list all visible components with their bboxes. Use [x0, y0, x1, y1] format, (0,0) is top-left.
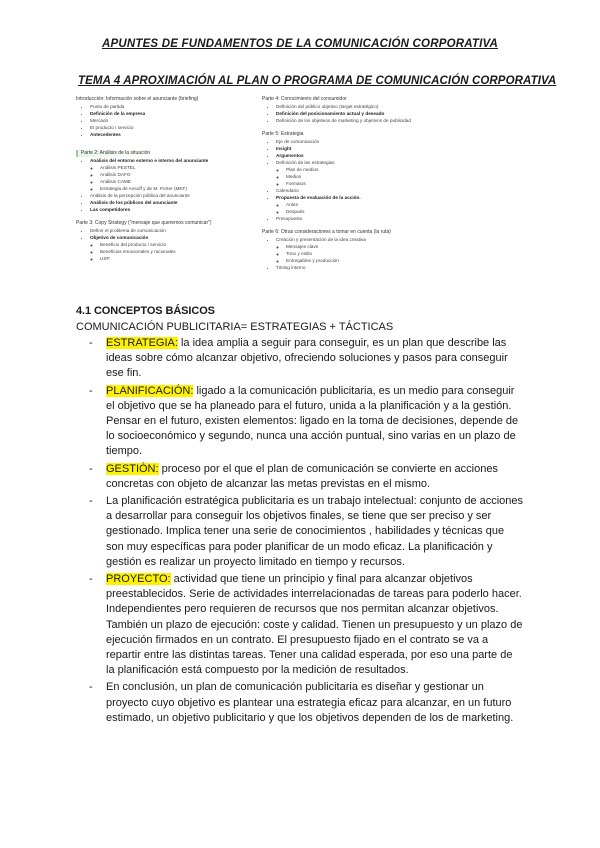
- outline-item-text: Objetivo de comunicación: [90, 235, 149, 240]
- outline-subitem: ◦ Estrategia de Ansoff y de M. Porter (MEF): [100, 185, 276, 192]
- concept-term-highlight: PROYECTO:: [106, 573, 171, 586]
- outline-item-text: Definición del público objetivo (target estratégico): [276, 104, 379, 109]
- outline-list: [76, 227, 276, 262]
- outline-item-text: Creación y presentación de la idea creativa: [276, 237, 366, 242]
- outline-item-text: Análisis de la percepción pública del anunciante: [90, 193, 190, 198]
- outline-list: [262, 103, 502, 124]
- outline-list: [262, 236, 502, 271]
- outline-gap: [262, 222, 502, 229]
- concept-text: ligado a la comunicación publicitaria, es un medio para conseguir el objetivo que se ha planeado para el futuro, unida a la planificación y a la gestión. Pensar en el futuro, existen elementos: ligado en la toma de decisiones, depende de lo socioeconómico y segundo, nunca una acción puntual, sino varias en un plazo de tiempo.: [106, 384, 519, 458]
- outline-item: [90, 192, 276, 199]
- outline-subitem: ◦ Tono y estilo: [286, 250, 502, 257]
- topic-title: TEMA 4 APROXIMACIÓN AL PLAN O PROGRAMA DE COMUNICACIÓN CORPORATIVA: [78, 75, 557, 87]
- concept-item: [76, 680, 524, 726]
- outline-item: [276, 159, 502, 187]
- outline-item-text: Eje de comunicación: [276, 139, 320, 144]
- outline-section-header-text: Introducción: Información sobre el anunciante (briefing): [76, 96, 199, 102]
- outline-item: [276, 194, 502, 215]
- outline-gap: [262, 124, 502, 131]
- outline-subitem: ◦ Medios: [286, 173, 502, 180]
- concept-item: [76, 494, 524, 570]
- outline-item: [90, 234, 276, 262]
- concept-term-highlight: GESTIÓN:: [106, 462, 159, 475]
- outline-item: [276, 215, 502, 222]
- concept-text: La planificación estratégica publicitaria es un trabajo intelectual: conjunto de acciones a desarrollar para conseguir los objetivos finales, se tiene que ser preciso y ser gestionado. Implica tener una serie de conocimientos , habilidades y técnicas que son muy específicas para poder planificar de un modo eficaz. La planificación y gestión es realizar un proyecto limitado en tiempo y recursos.: [106, 495, 524, 568]
- outline-item-text: Insight: [276, 146, 292, 151]
- outline-section-header: [76, 96, 276, 103]
- outline-sublist: [276, 243, 502, 264]
- outline-item-text: Definición del posicionamiento actual y deseado: [276, 111, 385, 116]
- outline-list: [76, 157, 276, 213]
- outline-subitem: ◦ Beneficios emocionales y racionales: [100, 248, 276, 255]
- outline-item-text: Mercado: [90, 118, 109, 123]
- concept-text: En conclusión, un plan de comunicación publicitaria es diseñar y gestionar un proyecto cuyo objetivo es plantear una estrategia eficaz para alcanzar, en un futuro estimado, un objetivo publicitario y que los objetivos dependen de los de marketing.: [106, 681, 514, 724]
- outline-subitem: ◦ Entregables y producción: [286, 257, 502, 264]
- outline-sublist: [276, 201, 502, 215]
- outline-subitem: ◦ Análisis DAFO: [100, 171, 276, 178]
- outline-item: [276, 110, 502, 117]
- outline-item: [90, 157, 276, 192]
- outline-sublist: [276, 166, 502, 187]
- outline-item-text: Punto de partida: [90, 104, 125, 109]
- outline-item: [90, 103, 276, 110]
- outline-item-text: Definición de los objetivos de marketing y objetivos de publicidad: [276, 118, 411, 123]
- outline-item: [276, 117, 502, 124]
- outline-item: [276, 187, 502, 194]
- concept-item: [76, 462, 524, 492]
- concepts-list: [76, 336, 524, 728]
- concept-text: proceso por el que el plan de comunicación se convierte en acciones concretas con objeto de alcanzar las metas previstas en el mismo.: [106, 462, 498, 490]
- outline-item-text: Análisis de los públicos del anunciante: [90, 200, 178, 205]
- outline-item-text: Argumentos: [276, 153, 304, 158]
- concept-text: la idea amplia a seguir para conseguir, es un plan que describe las ideas sobre cómo alcanzar objetivo, ofreciendo soluciones y pasos para conseguir ese fin.: [106, 337, 508, 380]
- outline-section-header: [262, 131, 502, 138]
- outline-subitem: ◦ Formatos: [286, 180, 502, 187]
- outline-item: [90, 110, 276, 117]
- outline-item: [90, 131, 276, 138]
- document-title: APUNTES DE FUNDAMENTOS DE LA COMUNICACIÓN CORPORATIVA: [101, 38, 499, 50]
- outline-item: [90, 124, 276, 131]
- outline-item: [276, 138, 502, 145]
- outline-item-text: Definición de las estrategias: [276, 160, 335, 165]
- outline-item: [276, 152, 502, 159]
- outline-subitem: ◦ Después: [286, 208, 502, 215]
- section-heading: 4.1 CONCEPTOS BÁSICOS: [76, 305, 215, 317]
- concept-item: [76, 384, 524, 460]
- outline-item: [90, 117, 276, 124]
- outline-section-header-text: Parte 6: Otras consideraciones a tomar en cuenta (la ruta): [262, 229, 391, 235]
- concept-term-highlight: PLANIFICACIÓN:: [106, 384, 194, 397]
- outline-section-header: [262, 96, 502, 103]
- outline-item: [276, 236, 502, 264]
- outline-subitem: ◦ Mensajes clave: [286, 243, 502, 250]
- outline-item: [276, 103, 502, 110]
- outline-item-text: Calendario: [276, 188, 299, 193]
- outline-item-text: Antecedentes: [90, 132, 121, 137]
- outline-left-column: [76, 96, 276, 262]
- outline-section-header-text: Parte 4: Conocimiento del consumidor: [262, 96, 347, 102]
- outline-item: [90, 206, 276, 213]
- outline-section-header-text: Parte 5: Estrategia: [262, 131, 304, 137]
- outline-item: [276, 145, 502, 152]
- outline-section-header: [76, 220, 276, 227]
- concept-term-highlight: ESTRATEGIA:: [106, 337, 178, 349]
- outline-list: [262, 138, 502, 222]
- outline-list: [76, 103, 276, 138]
- outline-item-text: Timing interno: [276, 265, 306, 270]
- outline-item: [90, 199, 276, 206]
- outline-sublist: [90, 164, 276, 192]
- outline-gap: [76, 213, 276, 220]
- outline-gap: [76, 138, 276, 150]
- outline-subitem: ◦ Antes: [286, 201, 502, 208]
- outline-sublist: [90, 241, 276, 262]
- outline-item: [276, 264, 502, 271]
- outline-item-text: Definición de la empresa: [90, 111, 146, 116]
- outline-subitem: ◦ Beneficio del producto / servicio: [100, 241, 276, 248]
- concept-item: [76, 572, 524, 678]
- outline-item-text: Análisis del entorno externo e interno del anunciante: [90, 158, 209, 163]
- outline-item-text: Definir el problema de comunicación: [90, 228, 166, 233]
- outline-right-column: [262, 96, 502, 271]
- formula-line: COMUNICACIÓN PUBLICITARIA= ESTRATEGIAS + TÁCTICAS: [76, 321, 394, 333]
- concept-text: actividad que tiene un principio y final para alcanzar objetivos preestablecidos. Serie de actividades interrelacionadas de tareas para poderlo hacer. Independientes pero requieren de recursos que nos permitan alcanzar objetivos. También un plazo de ejecución: coste y calidad. Tienen un presupuesto y un plazo de ejecución firmados en un contrato. El presupuesto fijado en el contrato se va a repartir entre las distintas tareas. Tener una calidad esperada, por eso una parte de la planificación está compuesto por la medición de resultados.: [106, 573, 523, 677]
- outline-section-header-text: Parte 2: Análisis de la situación: [76, 150, 150, 157]
- outline-item: [90, 227, 276, 234]
- outline-item-text: El producto / servicio: [90, 125, 134, 130]
- concept-item: [76, 336, 524, 382]
- outline-section-header-text: Parte 3: Copy Strategy ("mensaje que queremos comunicar"): [76, 220, 212, 226]
- plan-outline-thumbnail: [76, 96, 504, 300]
- outline-subitem: ◦ Análisis CAME: [100, 178, 276, 185]
- outline-subitem: ◦ Plan de medios: [286, 166, 502, 173]
- outline-item-text: Presupuesto: [276, 216, 303, 221]
- outline-item-text: Las competidores: [90, 207, 131, 212]
- outline-section-header: [262, 229, 502, 236]
- outline-subitem: ◦ Análisis PESTEL: [100, 164, 276, 171]
- outline-subitem: ◦ USP: [100, 255, 276, 262]
- outline-section-header: [76, 150, 276, 157]
- outline-item-text: Propuesta de evaluación de la acción.: [276, 195, 361, 200]
